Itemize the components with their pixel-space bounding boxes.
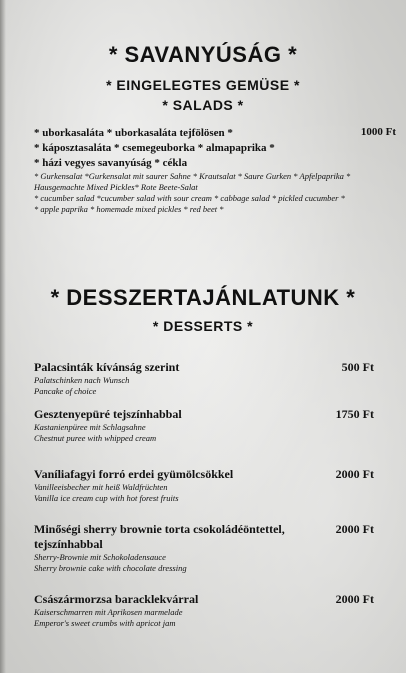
item-name-en: Pancake of choice <box>34 386 97 396</box>
menu-item <box>34 592 384 629</box>
item-name-en: Chestnut puree with whipped cream <box>34 433 157 443</box>
menu-item <box>34 467 384 504</box>
item-name-en: Vanilla ice cream cup with hot forest fruits <box>34 493 179 503</box>
item-name-de: Sherry-Brownie mit Schokoladensauce <box>34 552 166 562</box>
salads-subtitle-en: * SALADS * <box>162 97 244 113</box>
salads-subtitle-de: * EINGELEGTES GEMÜSE * <box>106 77 300 93</box>
salads-list <box>34 126 384 215</box>
item-name: Császármorzsa baracklekvárral <box>34 592 199 606</box>
menu-item <box>34 522 384 574</box>
salad-line: * házi vegyes savanyúság * cékla <box>34 157 188 169</box>
item-name: Minőségi sherry brownie torta csokoládéöntettel, tejszínhabbal <box>34 522 285 551</box>
item-price: 2000 Ft <box>335 522 374 536</box>
salad-line: * káposztasaláta * csemegeuborka * almapaprika * <box>34 142 275 154</box>
item-name: Vaníliafagyi forró erdei gyümölcsökkel <box>34 467 234 481</box>
salads-title: * SAVANYÚSÁG * <box>108 42 298 67</box>
salad-translation: Hausgemachte Mixed Pickles* Rote Beete-Salat <box>34 182 198 192</box>
desserts-subtitle-en: * DESSERTS * <box>152 318 254 334</box>
item-name-en: Sherry brownie cake with chocolate dressing <box>34 563 187 573</box>
item-price: 1750 Ft <box>335 407 374 421</box>
item-price: 2000 Ft <box>335 592 374 606</box>
desserts-title: * DESSZERTAJÁNLATUNK * <box>50 285 356 310</box>
salad-translation: * apple paprika * homemade mixed pickles * red beet * <box>34 204 224 214</box>
menu-item <box>34 407 384 444</box>
salad-translation: * cucumber salad *cucumber salad with sour cream * cabbage salad * pickled cucumber * <box>34 193 345 203</box>
item-name: Palacsinták kívánság szerint <box>34 360 180 374</box>
item-price: 500 Ft <box>341 360 374 374</box>
salads-price: 1000 Ft <box>360 126 396 138</box>
item-name-de: Palatschinken nach Wunsch <box>34 375 130 385</box>
item-name-de: Kastanienpüree mit Schlagsahne <box>34 422 146 432</box>
menu-item <box>34 360 384 397</box>
salad-line: * uborkasaláta * uborkasaláta tejfölösen * <box>34 127 233 139</box>
item-price: 2000 Ft <box>335 467 374 481</box>
salad-translation: * Gurkensalat *Gurkensalat mit saurer Sahne * Krautsalat * Saure Gurken * Apfelpaprika * <box>34 171 351 181</box>
item-name: Gesztenyepüré tejszínhabbal <box>34 407 182 421</box>
item-name-en: Emperor's sweet crumbs with apricot jam <box>34 618 176 628</box>
item-name-de: Kaiserschmarren mit Aprikosen marmelade <box>34 607 183 617</box>
item-name-de: Vanilleeisbecher mit heiß Waldfrüchten <box>34 482 168 492</box>
